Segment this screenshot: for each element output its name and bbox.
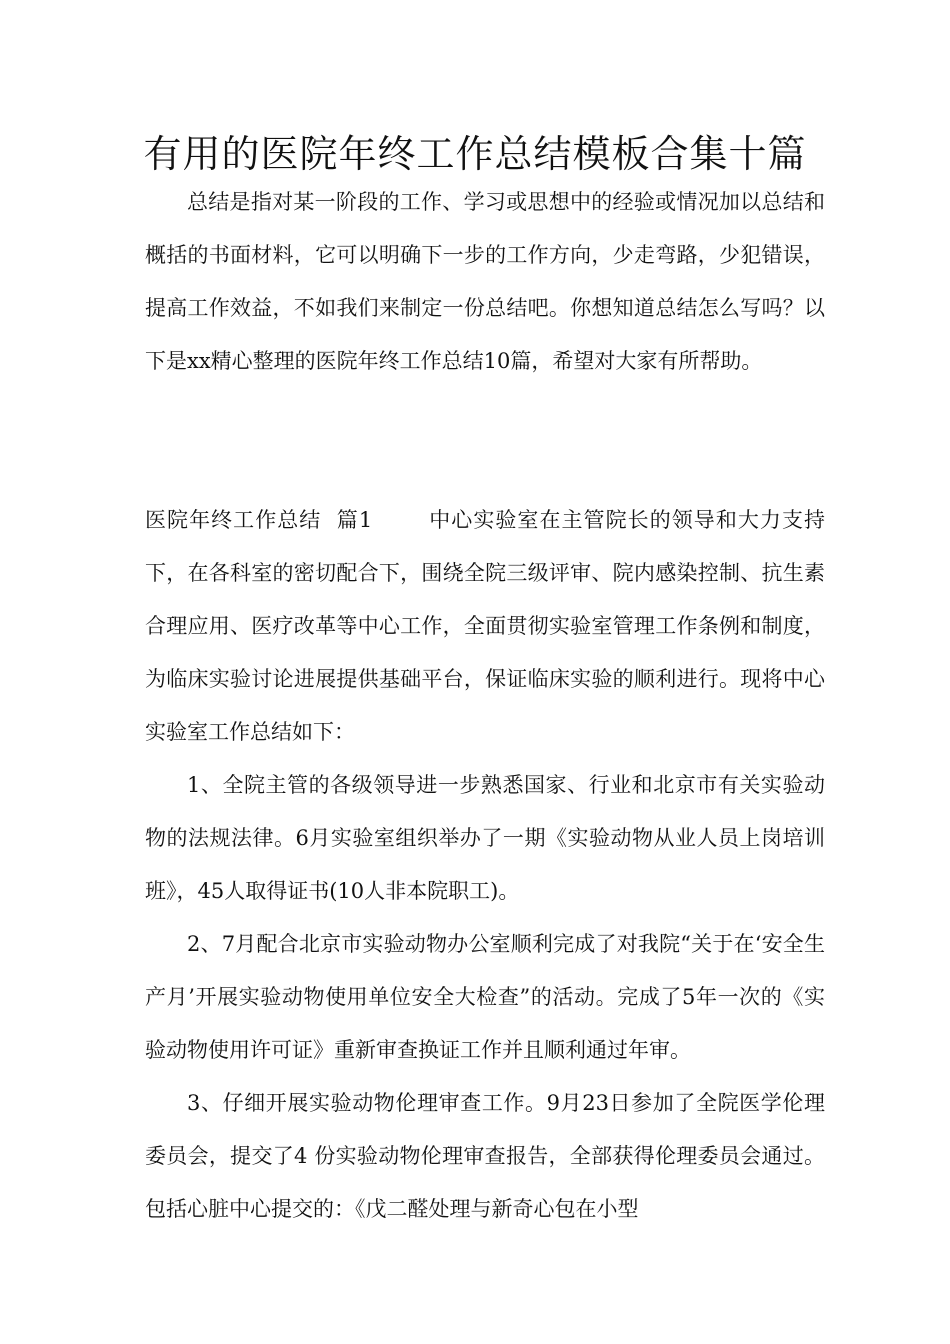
section-1-text: 中心实验室在主管院长的领导和大力支持下，在各科室的密切配合下，围绕全院三级评审、院内感染控制、抗生素合理应用、医疗改革等中心工作，全面贯彻实验室管理工作条例和制度，为临床实验讨论进展提供基础平台，保证临床实验的顺利进行。现将中心实验室工作总结如下： xyxy=(145,508,825,744)
document-body xyxy=(145,176,825,1236)
list-item: 1、全院主管的各级领导进一步熟悉国家、行业和北京市有关实验动物的法规法律。6月实验室组织举办了一期《实验动物从业人员上岗培训班》，45人取得证书(10人非本院职工)。 xyxy=(145,773,825,903)
list-item: 2、7月配合北京市实验动物办公室顺利完成了对我院“关于在‘安全生产月’开展实验动物使用单位安全大检查”的活动。完成了5年一次的《实验动物使用许可证》重新审查换证工作并且顺利通过年审。 xyxy=(145,932,825,1062)
section-1-label: 医院年终工作总结 篇1 xyxy=(145,508,373,532)
intro-paragraph: 总结是指对某一阶段的工作、学习或思想中的经验或情况加以总结和概括的书面材料，它可以明确下一步的工作方向，少走弯路，少犯错误，提高工作效益，不如我们来制定一份总结吧。你想知道总结怎么写吗？以下是xx精心整理的医院年终工作总结10篇，希望对大家有所帮助。 xyxy=(145,190,825,373)
section-1-paragraph xyxy=(145,494,825,759)
document-title: 有用的医院年终工作总结模板合集十篇 xyxy=(143,132,807,176)
paragraph-gap xyxy=(145,388,825,494)
list-item: 3、仔细开展实验动物伦理审查工作。9月23日参加了全院医学伦理委员会，提交了4 份实验动物伦理审查报告，全部获得伦理委员会通过。包括心脏中心提交的：《戊二醛处理与新奇心包在小型 xyxy=(145,1091,825,1221)
